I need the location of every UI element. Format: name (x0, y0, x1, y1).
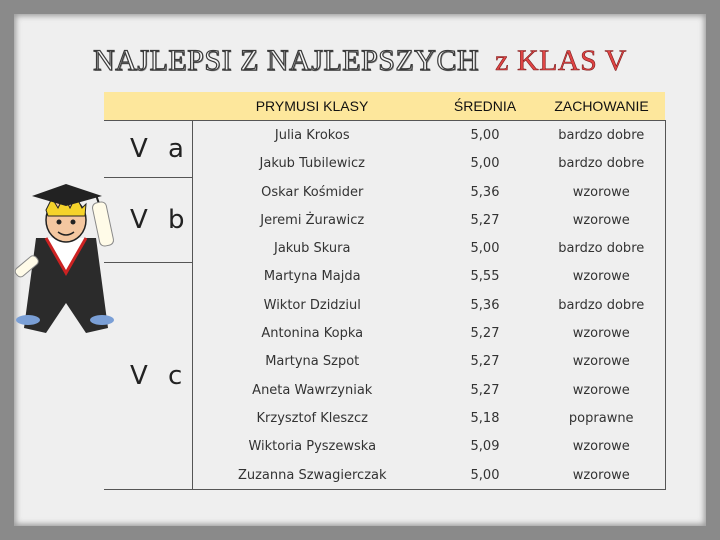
class-label-va: V a (104, 121, 192, 178)
header-name: PRYMUSI KLASY (192, 92, 432, 121)
student-average: 5,27 (470, 326, 500, 342)
student-behavior: bardzo dobre (538, 291, 665, 319)
student-behavior: bardzo dobre (538, 234, 665, 262)
student-behavior: bardzo dobre (538, 150, 665, 178)
student-average: 5,55 (470, 269, 500, 285)
student-average: 5,27 (470, 382, 500, 398)
student-name: Martyna Majda (192, 263, 432, 291)
table-row (104, 121, 665, 150)
student-behavior: wzorowe (538, 461, 665, 490)
student-name: Martyna Szpot (192, 348, 432, 376)
student-behavior: wzorowe (538, 206, 665, 234)
student-behavior: wzorowe (538, 263, 665, 291)
page-title (0, 44, 720, 78)
student-behavior: bardzo dobre (538, 121, 665, 150)
title-main: NAJLEPSI Z NAJLEPSZYCH (93, 44, 480, 77)
header-average: ŚREDNIA (432, 92, 538, 121)
header-behavior: ZACHOWANIE (538, 92, 665, 121)
student-name: Krzysztof Kleszcz (192, 404, 432, 432)
student-behavior: wzorowe (538, 178, 665, 206)
student-name: Wiktor Dzidziul (192, 291, 432, 319)
student-name: Julia Krokos (192, 121, 432, 150)
student-name: Jakub Tubilewicz (192, 150, 432, 178)
student-average: 5,00 (470, 156, 500, 172)
student-name: Antonina Kopka (192, 319, 432, 347)
student-name: Wiktoria Pyszewska (192, 433, 432, 461)
student-average: 5,00 (470, 241, 500, 257)
student-average: 5,27 (470, 212, 500, 228)
student-name: Jeremi Żurawicz (192, 206, 432, 234)
student-average: 5,18 (470, 410, 500, 426)
student-name: Jakub Skura (192, 234, 432, 262)
student-behavior: poprawne (538, 404, 665, 432)
student-average: 5,00 (432, 461, 538, 490)
table-header-row (104, 92, 665, 121)
student-behavior: wzorowe (538, 348, 665, 376)
student-behavior: wzorowe (538, 433, 665, 461)
student-behavior: wzorowe (538, 319, 665, 347)
student-behavior: wzorowe (538, 376, 665, 404)
student-name: Aneta Wawrzyniak (192, 376, 432, 404)
student-name: Zuzanna Szwagierczak (192, 461, 432, 490)
student-average: 5,09 (470, 439, 500, 455)
student-average: 5,27 (470, 354, 500, 370)
title-accent: z KLAS V (495, 44, 627, 77)
student-average: 5,00 (432, 121, 538, 150)
header-class-cell (104, 92, 192, 121)
honor-roll-table (104, 92, 666, 490)
class-label-vc: V c (104, 263, 192, 490)
class-label-vb: V b (104, 178, 192, 263)
student-average: 5,36 (470, 184, 500, 200)
table-row (104, 178, 665, 206)
table-row (104, 263, 665, 291)
student-name: Oskar Kośmider (192, 178, 432, 206)
student-average: 5,36 (470, 297, 500, 313)
